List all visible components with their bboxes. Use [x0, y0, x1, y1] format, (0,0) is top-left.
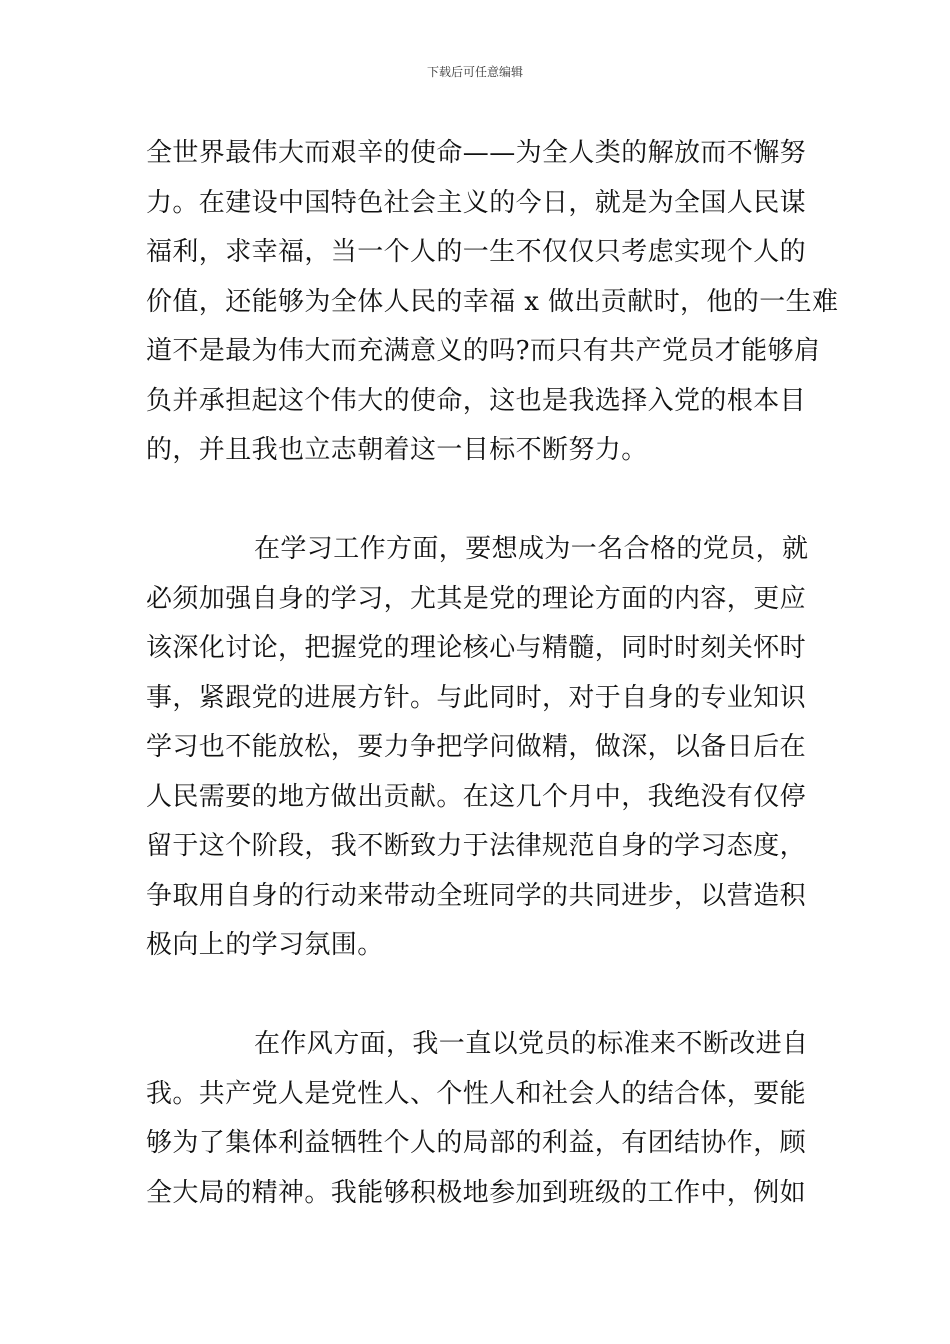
text-line: 全世界最伟大而艰辛的使命——为全人类的解放而不懈努 [146, 138, 807, 168]
paragraph-spacer [146, 476, 806, 526]
paragraph-study [146, 525, 809, 971]
paragraph-spacer [146, 971, 806, 1021]
page-header: 下载后可任意编辑 [426, 65, 523, 79]
text-line: 留于这个阶段，我不断致力于法律规范自身的学习态度， [146, 831, 807, 861]
text-line: 的，并且我也立志朝着这一目标不断努力。 [146, 435, 648, 465]
paragraph-conduct [146, 1020, 809, 1218]
text-line: 人民需要的地方做出贡献。在这几个月中，我绝没有仅停 [146, 781, 807, 812]
text-line: 争取用自身的行动来带动全班同学的共同进步，以营造积 [146, 880, 807, 911]
text-line: 够为了集体利益牺牲个人的局部的利益，有团结协作，顾 [146, 1128, 807, 1158]
text-line: 在学习工作方面，要想成为一名合格的党员，就 [254, 534, 809, 564]
text-line: 道不是最为伟大而充满意义的吗?而只有共产党员才能够肩 [146, 336, 821, 366]
text-line: 极向上的学习氛围。 [146, 930, 384, 960]
text-line: 我。共产党人是党性人、个性人和社会人的结合体，要能 [146, 1078, 807, 1109]
document-body [146, 129, 839, 1218]
text-line: 必须加强自身的学习，尤其是党的理论方面的内容，更应 [146, 583, 807, 614]
text-line: 力。在建设中国特色社会主义的今日，就是为全国人民谋 [146, 187, 807, 218]
text-line: 福利，求幸福，当一个人的一生不仅仅只考虑实现个人的 [146, 237, 807, 267]
text-line: 事，紧跟党的进展方针。与此同时，对于自身的专业知识 [146, 682, 807, 713]
paragraph-mission [146, 129, 839, 476]
text-line: 价值，还能够为全体人民的幸福 x 做出贡献时，他的一生难 [146, 286, 839, 317]
text-line: 全大局的精神。我能够积极地参加到班级的工作中，例如 [146, 1177, 807, 1208]
text-line: 在作风方面，我一直以党员的标准来不断改进自 [254, 1029, 809, 1059]
text-line: 该深化讨论，把握党的理论核心与精髓，同时时刻关怀时 [146, 633, 807, 663]
text-line: 学习也不能放松，要力争把学问做精，做深，以备日后在 [146, 732, 807, 762]
text-line: 负并承担起这个伟大的使命，这也是我选择入党的根本目 [146, 385, 807, 416]
